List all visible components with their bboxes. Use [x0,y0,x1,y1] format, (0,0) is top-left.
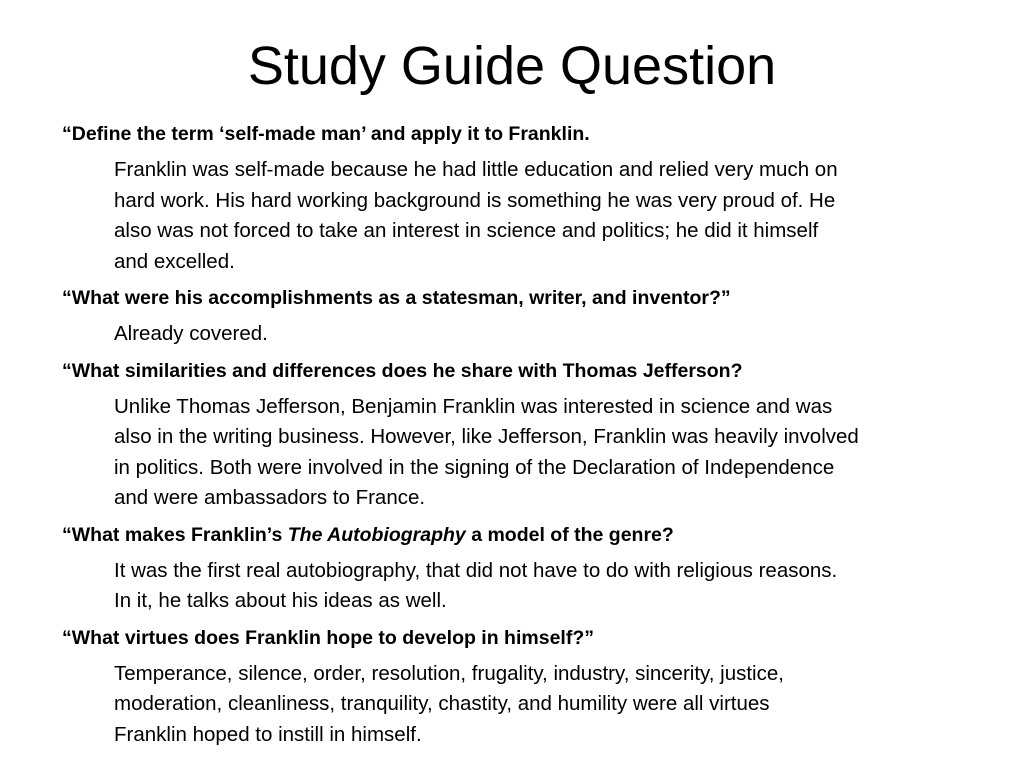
question-4-suffix: a model of the genre? [465,523,674,546]
answer-line: and were ambassadors to France. [114,486,426,509]
answer-line: In it, he talks about his ideas as well. [114,589,447,612]
answer-line: in politics. Both were involved in the signing of the Declaration of Independence [114,455,835,479]
answer-line: Temperance, silence, order, resolution, frugality, industry, sincerity, justice, [114,661,784,685]
answer-line: hard work. His hard working background is something he was very proud of. He [114,188,836,212]
answer-2 [114,319,964,350]
question-2: “What were his accomplishments as a statesman, writer, and inventor?” [62,287,731,309]
answer-line: and excelled. [114,249,235,273]
answer-line: It was the first real autobiography, that did not have to do with religious reasons. [114,558,838,582]
answer-line: Franklin was self-made because he had little education and relied very much on [114,158,838,181]
answer-line: also in the writing business. However, like Jefferson, Franklin was heavily involved [114,425,859,448]
answer-line: moderation, cleanliness, tranquility, chastity, and humility were all virtues [114,692,770,715]
answer-1 [114,155,964,277]
question-3: “What similarities and differences does he share with Thomas Jefferson? [62,359,743,382]
question-4-prefix: “What makes Franklin’s [62,523,288,546]
answer-5 [114,659,964,751]
answer-4 [114,556,964,617]
question-5: “What virtues does Franklin hope to develop in himself?” [62,626,594,649]
book-title: The Autobiography [287,523,466,546]
answer-line: Already covered. [114,322,268,345]
answer-line: Franklin hoped to instill in himself. [114,722,422,746]
question-4 [62,520,982,550]
answer-line: also was not forced to take an interest in science and politics; he did it himself [114,219,819,242]
slide-content [62,119,982,756]
slide-title: Study Guide Question [247,36,777,96]
answer-line: Unlike Thomas Jefferson, Benjamin Franklin was interested in science and was [114,394,833,418]
answer-3 [114,392,964,514]
question-1: “Define the term ‘self-made man’ and apply it to Franklin. [62,123,590,145]
